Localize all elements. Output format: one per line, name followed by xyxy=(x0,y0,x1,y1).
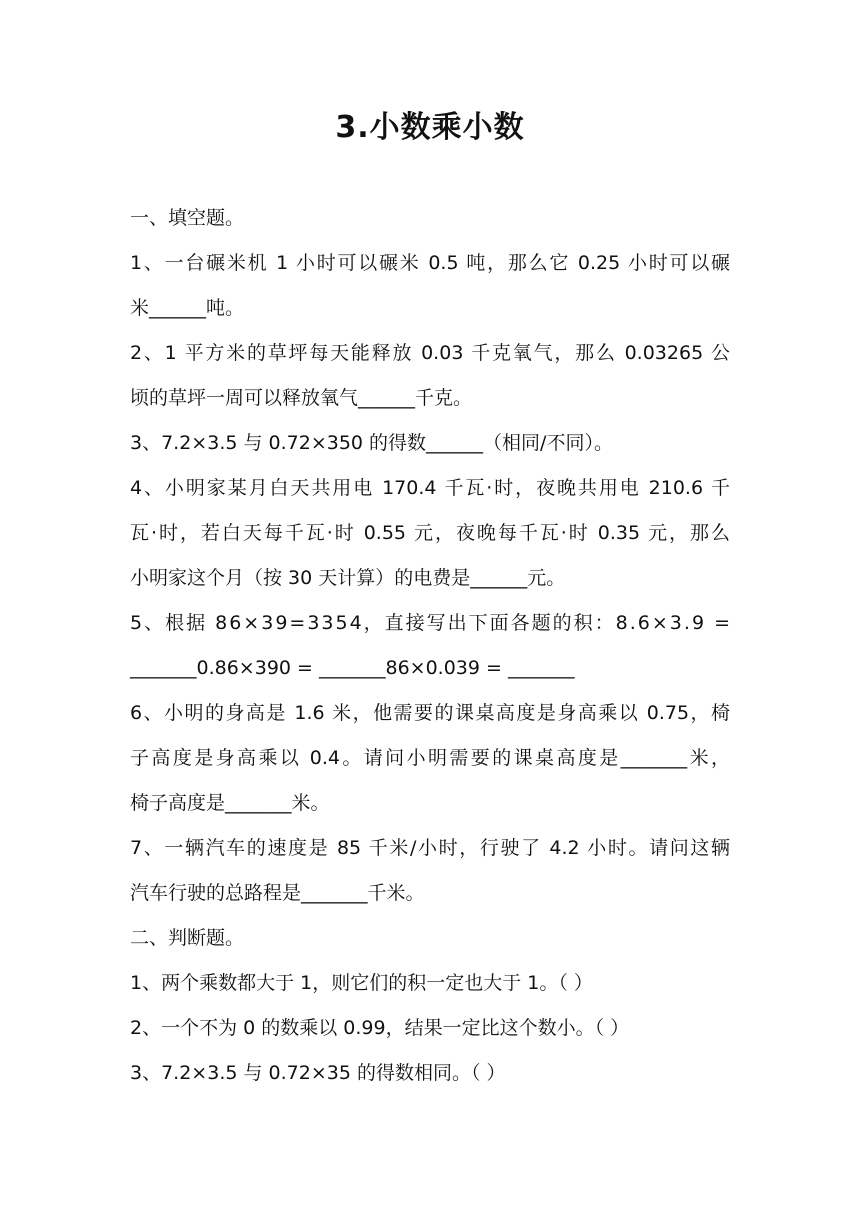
question-1-line-1: 1、一台碾米机 1 小时可以碾米 0.5 吨，那么它 0.25 小时可以碾 xyxy=(130,252,730,274)
question-7-line-1: 7、一辆汽车的速度是 85 千米/小时，行驶了 4.2 小时。请问这辆 xyxy=(130,837,730,859)
question-1-line-2: 米______吨。 xyxy=(130,297,245,319)
section-heading-fill-blank: 一、填空题。 xyxy=(130,207,245,229)
page-title: 3.小数乘小数 xyxy=(335,110,525,145)
question-4-line-2: 瓦·时，若白天每千瓦·时 0.55 元，夜晚每千瓦·时 0.35 元，那么 xyxy=(130,522,730,544)
question-7-line-2: 汽车行驶的总路程是_______千米。 xyxy=(130,882,425,904)
question-4-line-1: 4、小明家某月白天共用电 170.4 千瓦·时，夜晚共用电 210.6 千 xyxy=(130,477,730,499)
section-heading-true-false: 二、判断题。 xyxy=(130,927,245,949)
question-2-line-2: 顷的草坪一周可以释放氧气______千克。 xyxy=(130,387,473,409)
question-6-line-1: 6、小明的身高是 1.6 米，他需要的课桌高度是身高乘以 0.75，椅 xyxy=(130,702,730,724)
question-2-line-1: 2、1 平方米的草坪每天能释放 0.03 千克氧气，那么 0.03265 公 xyxy=(130,342,730,364)
worksheet-body xyxy=(130,196,730,1096)
question-3-line-1: 3、7.2×3.5 与 0.72×350 的得数______（相同/不同）。 xyxy=(130,432,613,454)
question-4-line-3: 小明家这个月（按 30 天计算）的电费是______元。 xyxy=(130,567,566,589)
question-6-line-2: 子高度是身高乘以 0.4。请问小明需要的课桌高度是_______米， xyxy=(130,747,730,769)
judgment-question-2: 2、一个不为 0 的数乘以 0.99，结果一定比这个数小。（ ） xyxy=(130,1017,630,1039)
question-5-line-2: _______0.86×390 = _______86×0.039 = _______ xyxy=(130,657,575,679)
question-5-line-1: 5、根据 86×39=3354，直接写出下面各题的积：8.6×3.9 = xyxy=(130,612,732,634)
question-6-line-3: 椅子高度是_______米。 xyxy=(130,792,330,814)
judgment-question-1: 1、两个乘数都大于 1，则它们的积一定也大于 1。（ ） xyxy=(130,972,593,994)
judgment-question-3: 3、7.2×3.5 与 0.72×35 的得数相同。（ ） xyxy=(130,1062,506,1084)
